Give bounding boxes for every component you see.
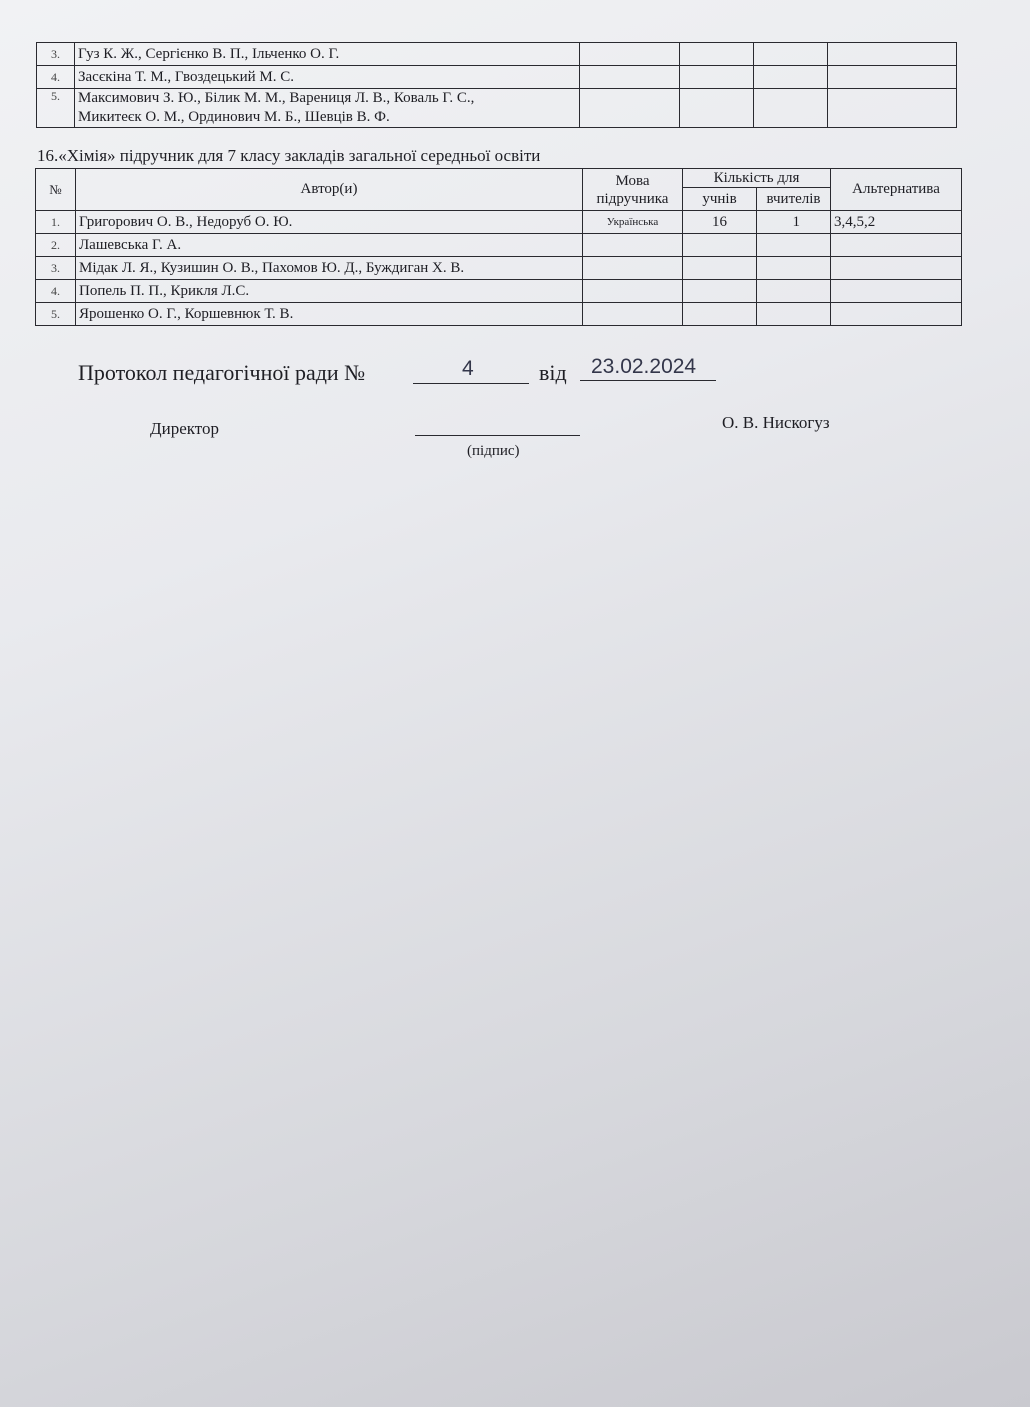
col-header-number: № bbox=[36, 169, 76, 211]
table-row bbox=[36, 257, 962, 280]
protocol-label: Протокол педагогічної ради № bbox=[78, 360, 366, 385]
row-number: 5. bbox=[37, 89, 75, 128]
row-number: 3. bbox=[37, 43, 75, 66]
table-row bbox=[36, 234, 962, 257]
row-students: 16 bbox=[683, 211, 757, 234]
row-number: 3. bbox=[36, 257, 76, 280]
row-authors: Гуз К. Ж., Сергієнко В. П., Ільченко О. Г. bbox=[75, 43, 580, 66]
signature-line bbox=[415, 435, 580, 436]
row-number: 1. bbox=[36, 211, 76, 234]
row-authors-line1: Максимович З. Ю., Білик М. М., Варениця Л. В., Коваль Г. С., bbox=[78, 90, 475, 106]
textbook-table bbox=[35, 168, 962, 326]
textbook-table-prev bbox=[36, 42, 957, 128]
row-authors: Мідак Л. Я., Кузишин О. В., Пахомов Ю. Д., Буждиган Х. В. bbox=[76, 257, 583, 280]
table-row bbox=[37, 43, 957, 66]
row-number: 4. bbox=[36, 280, 76, 303]
table-row bbox=[36, 211, 962, 234]
col-header-language-line2: підручника bbox=[596, 190, 669, 207]
signature-caption: (підпис) bbox=[467, 443, 520, 459]
protocol-number: 4 bbox=[462, 357, 474, 380]
col-header-authors: Автор(и) bbox=[76, 169, 583, 211]
director-title: Директор bbox=[150, 419, 219, 438]
row-number: 4. bbox=[37, 66, 75, 89]
row-authors bbox=[75, 89, 580, 128]
col-header-alternative: Альтернатива bbox=[831, 169, 962, 211]
row-authors: Григорович О. В., Недоруб О. Ю. bbox=[76, 211, 583, 234]
row-language: Українська bbox=[583, 211, 683, 234]
col-header-language-line1: Мова bbox=[615, 172, 650, 189]
row-authors: Лашевська Г. А. bbox=[76, 234, 583, 257]
row-alternative: 3,4,5,2 bbox=[831, 211, 962, 234]
row-authors: Засєкіна Т. М., Гвоздецький М. С. bbox=[75, 66, 580, 89]
director-name: О. В. Нискогуз bbox=[722, 413, 830, 432]
row-teachers: 1 bbox=[757, 211, 831, 234]
table-row bbox=[36, 280, 962, 303]
row-authors: Попель П. П., Крикля Л.С. bbox=[76, 280, 583, 303]
row-authors-line2: Микитеєк О. М., Ординович М. Б., Шевців В. Ф. bbox=[78, 109, 390, 125]
col-header-students: учнів bbox=[683, 188, 757, 211]
table-row bbox=[37, 89, 957, 128]
row-number: 5. bbox=[36, 303, 76, 326]
protocol-date-label: від bbox=[539, 360, 567, 385]
row-number: 2. bbox=[36, 234, 76, 257]
protocol-date: 23.02.2024 bbox=[591, 355, 697, 378]
section-heading: 16.«Хімія» підручник для 7 класу закладів загальної середньої освіти bbox=[37, 146, 541, 165]
table-row bbox=[36, 303, 962, 326]
col-header-language bbox=[583, 169, 683, 211]
protocol-number-line bbox=[413, 383, 529, 384]
col-header-teachers: вчителів bbox=[757, 188, 831, 211]
col-header-quantity: Кількість для bbox=[683, 169, 831, 188]
row-authors: Ярошенко О. Г., Коршевнюк Т. В. bbox=[76, 303, 583, 326]
table-row bbox=[37, 66, 957, 89]
protocol-date-line bbox=[580, 380, 716, 381]
